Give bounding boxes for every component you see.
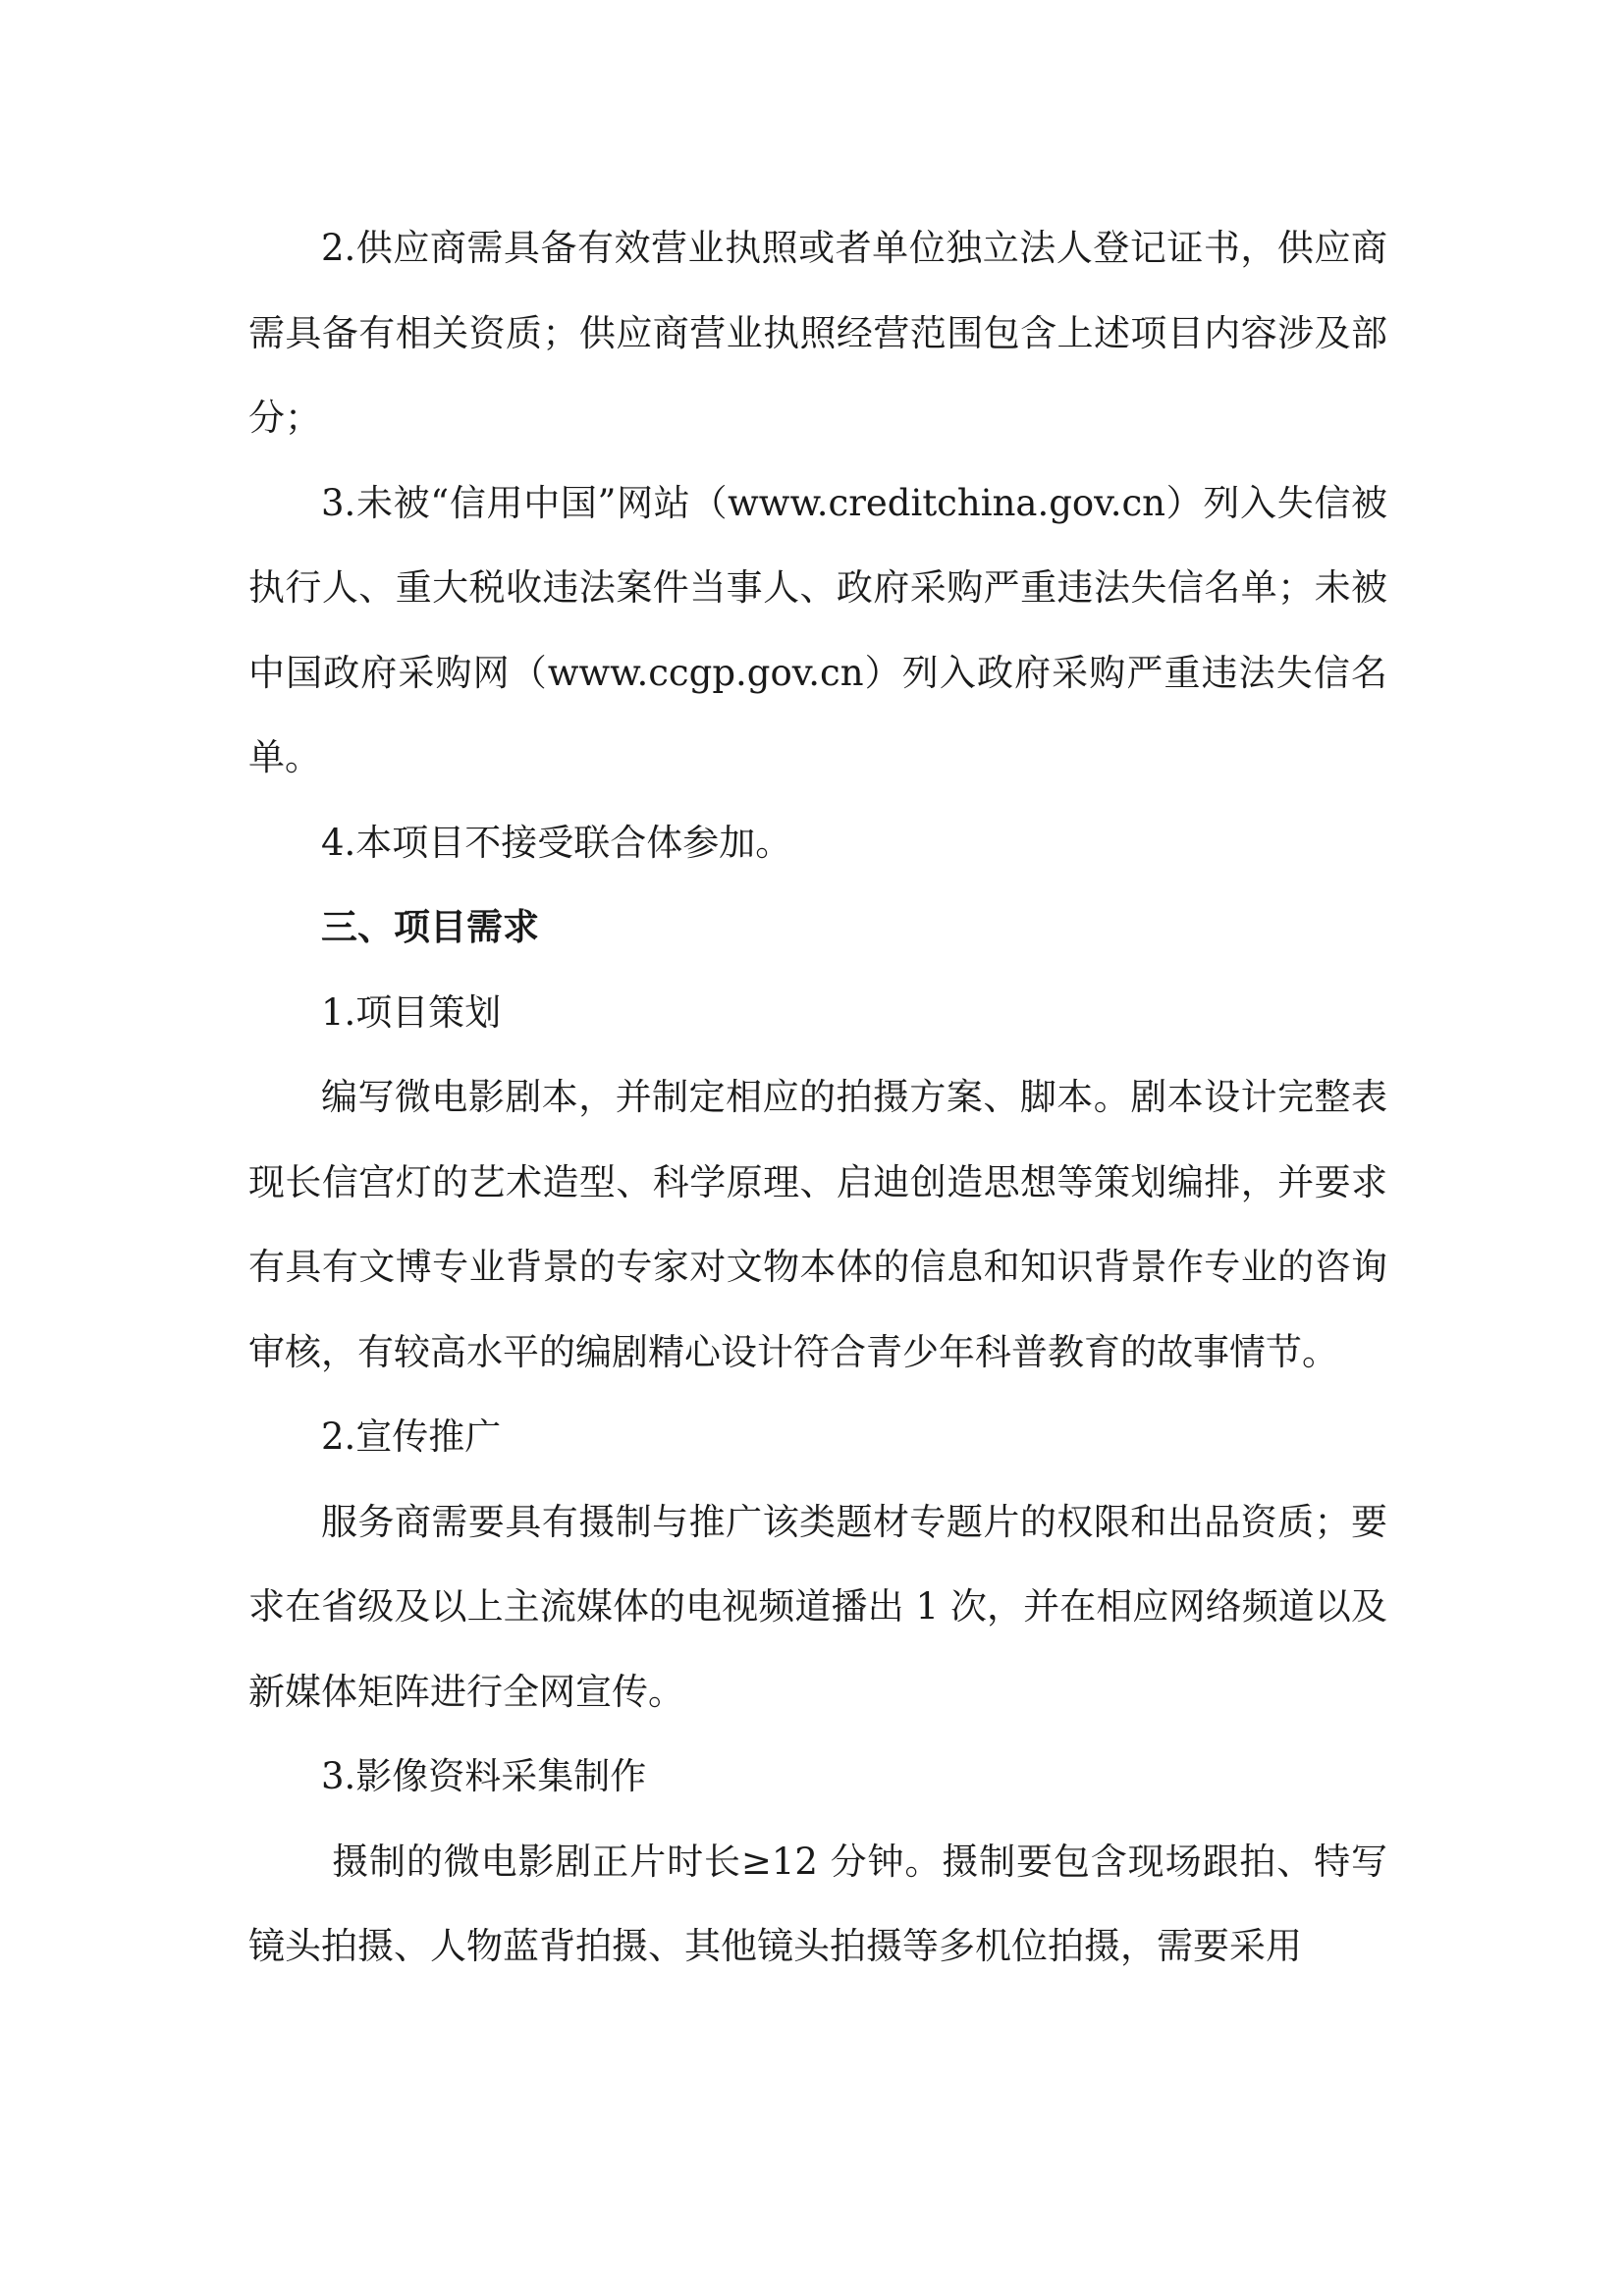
paragraph-video-production: 摄制的微电影剧正片时长≥12 分钟。摄制要包含现场跟拍、特写镜头拍摄、人物蓝背拍摄、其他镜头拍摄等多机位拍摄，需要采用 xyxy=(248,1840,1387,1967)
paragraph-project-planning: 编写微电影剧本，并制定相应的拍摄方案、脚本。剧本设计完整表现长信宫灯的艺术造型、科学原理、启迪创造思想等策划编排，并要求有具有文博专业背景的专家对文物本体的信息和知识背景作专业的咨询审核，有较高水平的编剧精心设计符合青少年科普教育的故事情节。 xyxy=(248,1076,1387,1373)
subheading-project-planning: 1.项目策划 xyxy=(321,990,502,1034)
section-heading-project-requirements: 三、项目需求 xyxy=(321,906,539,948)
paragraph-promotion: 服务商需要具有摄制与推广该类题材专题片的权限和出品资质；要求在省级及以上主流媒体的电视频道播出 1 次，并在相应网络频道以及新媒体矩阵进行全网宣传。 xyxy=(248,1500,1387,1713)
requirement-item-4: 4.本项目不接受联合体参加。 xyxy=(321,821,792,864)
requirement-item-2: 2.供应商需具备有效营业执照或者单位独立法人登记证书，供应商需具备有相关资质；供应商营业执照经营范围包含上述项目内容涉及部分； xyxy=(248,227,1387,439)
subheading-video-production: 3.影像资料采集制作 xyxy=(321,1755,647,1797)
subheading-promotion: 2.宣传推广 xyxy=(321,1415,502,1458)
requirement-item-3: 3.未被“信用中国”网站（www.creditchina.gov.cn）列入失信被执行人、重大税收违法案件当事人、政府采购严重违法失信名单；未被中国政府采购网（www.ccgp.gov.cn）列入政府采购严重违法失信名单。 xyxy=(248,481,1387,778)
document-body xyxy=(248,206,1387,1990)
